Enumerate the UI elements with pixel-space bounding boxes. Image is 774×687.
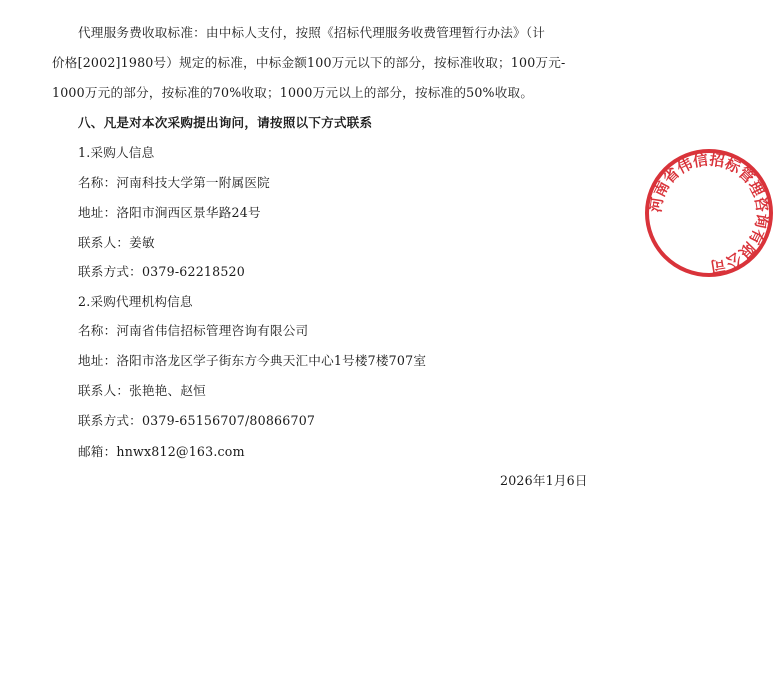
fee-standard-line-2: 价格[2002]1980号）规定的标准，中标金额100万元以下的部分，按标准收取；100万元- xyxy=(52,55,566,70)
agency-contact: 联系人：张艳艳、赵恒 xyxy=(78,383,206,398)
agency-heading: 2.采购代理机构信息 xyxy=(78,294,193,309)
agency-email: 邮箱：hnwx812@163.com xyxy=(78,444,245,459)
purchaser-phone: 联系方式：0379-62218520 xyxy=(78,264,245,279)
fee-standard-line-3: 1000万元的部分，按标准的70%收取；1000万元以上的部分，按标准的50%收取。 xyxy=(52,85,534,100)
purchaser-address: 地址：洛阳市涧西区景华路24号 xyxy=(78,205,261,220)
section-heading: 八、凡是对本次采购提出询问，请按照以下方式联系 xyxy=(78,115,373,130)
fee-standard-line-1: 代理服务费收取标准：由中标人支付，按照《招标代理服务收费管理暂行办法》（计 xyxy=(78,25,546,40)
document-date: 2026年1月6日 xyxy=(500,473,588,488)
agency-phone: 联系方式：0379-65156707/80866707 xyxy=(78,413,316,428)
agency-address: 地址：洛阳市洛龙区学子街东方今典天汇中心1号楼7楼707室 xyxy=(78,353,427,368)
purchaser-heading: 1.采购人信息 xyxy=(78,145,155,160)
agency-name: 名称：河南省伟信招标管理咨询有限公司 xyxy=(78,323,309,338)
company-seal xyxy=(644,148,774,278)
purchaser-name: 名称：河南科技大学第一附属医院 xyxy=(78,175,270,190)
seal-text: 河南省伟信招标管理咨询有限公司 xyxy=(646,150,772,276)
purchaser-contact: 联系人：姜敏 xyxy=(78,235,155,250)
